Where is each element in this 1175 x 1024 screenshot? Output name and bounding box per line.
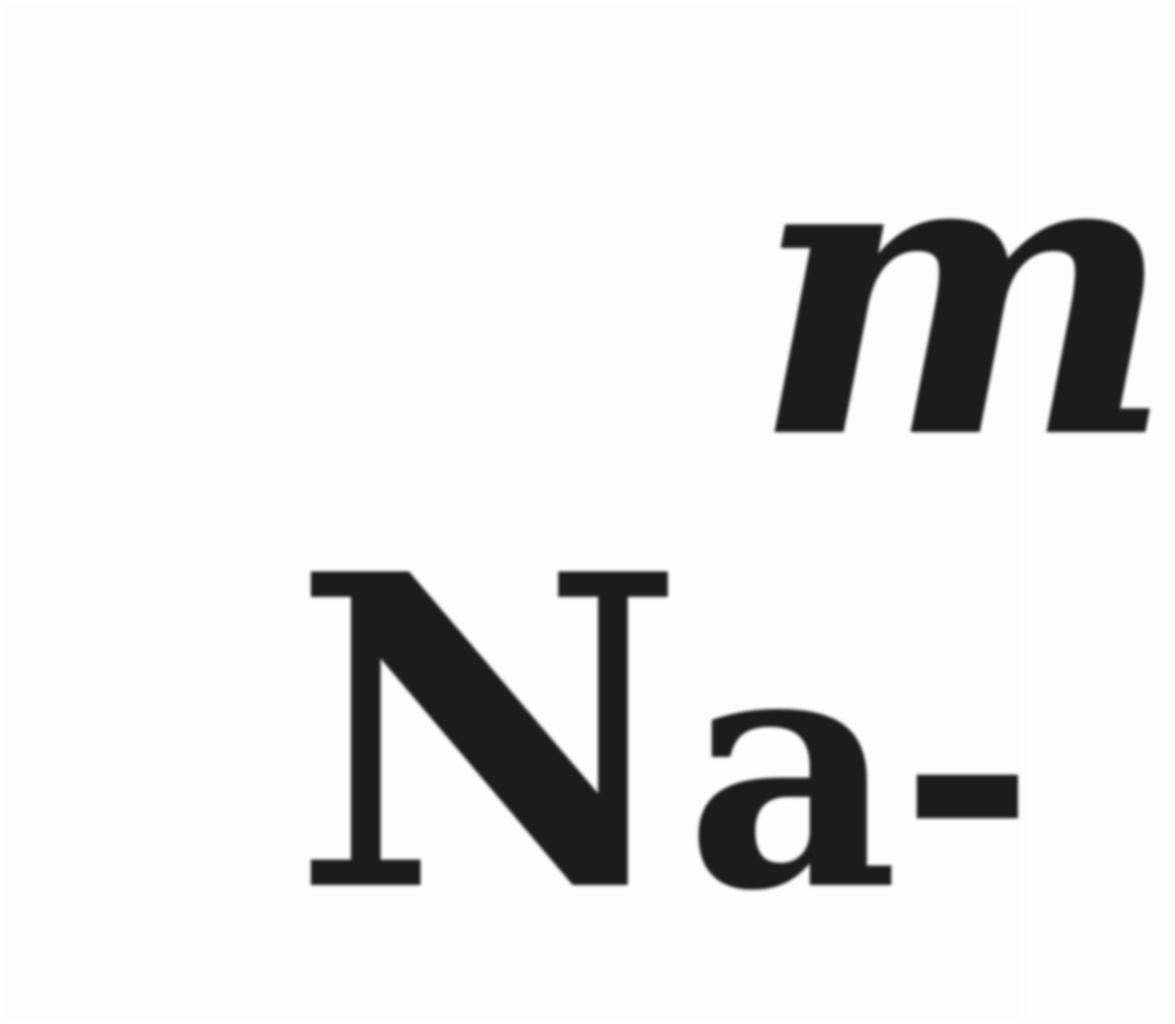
text-fragment-top: m — [752, 57, 1175, 527]
text-capital-letter: N — [292, 482, 686, 987]
text-trailing-letters: a- — [685, 575, 1036, 963]
text-fragment-bottom — [292, 482, 1036, 987]
